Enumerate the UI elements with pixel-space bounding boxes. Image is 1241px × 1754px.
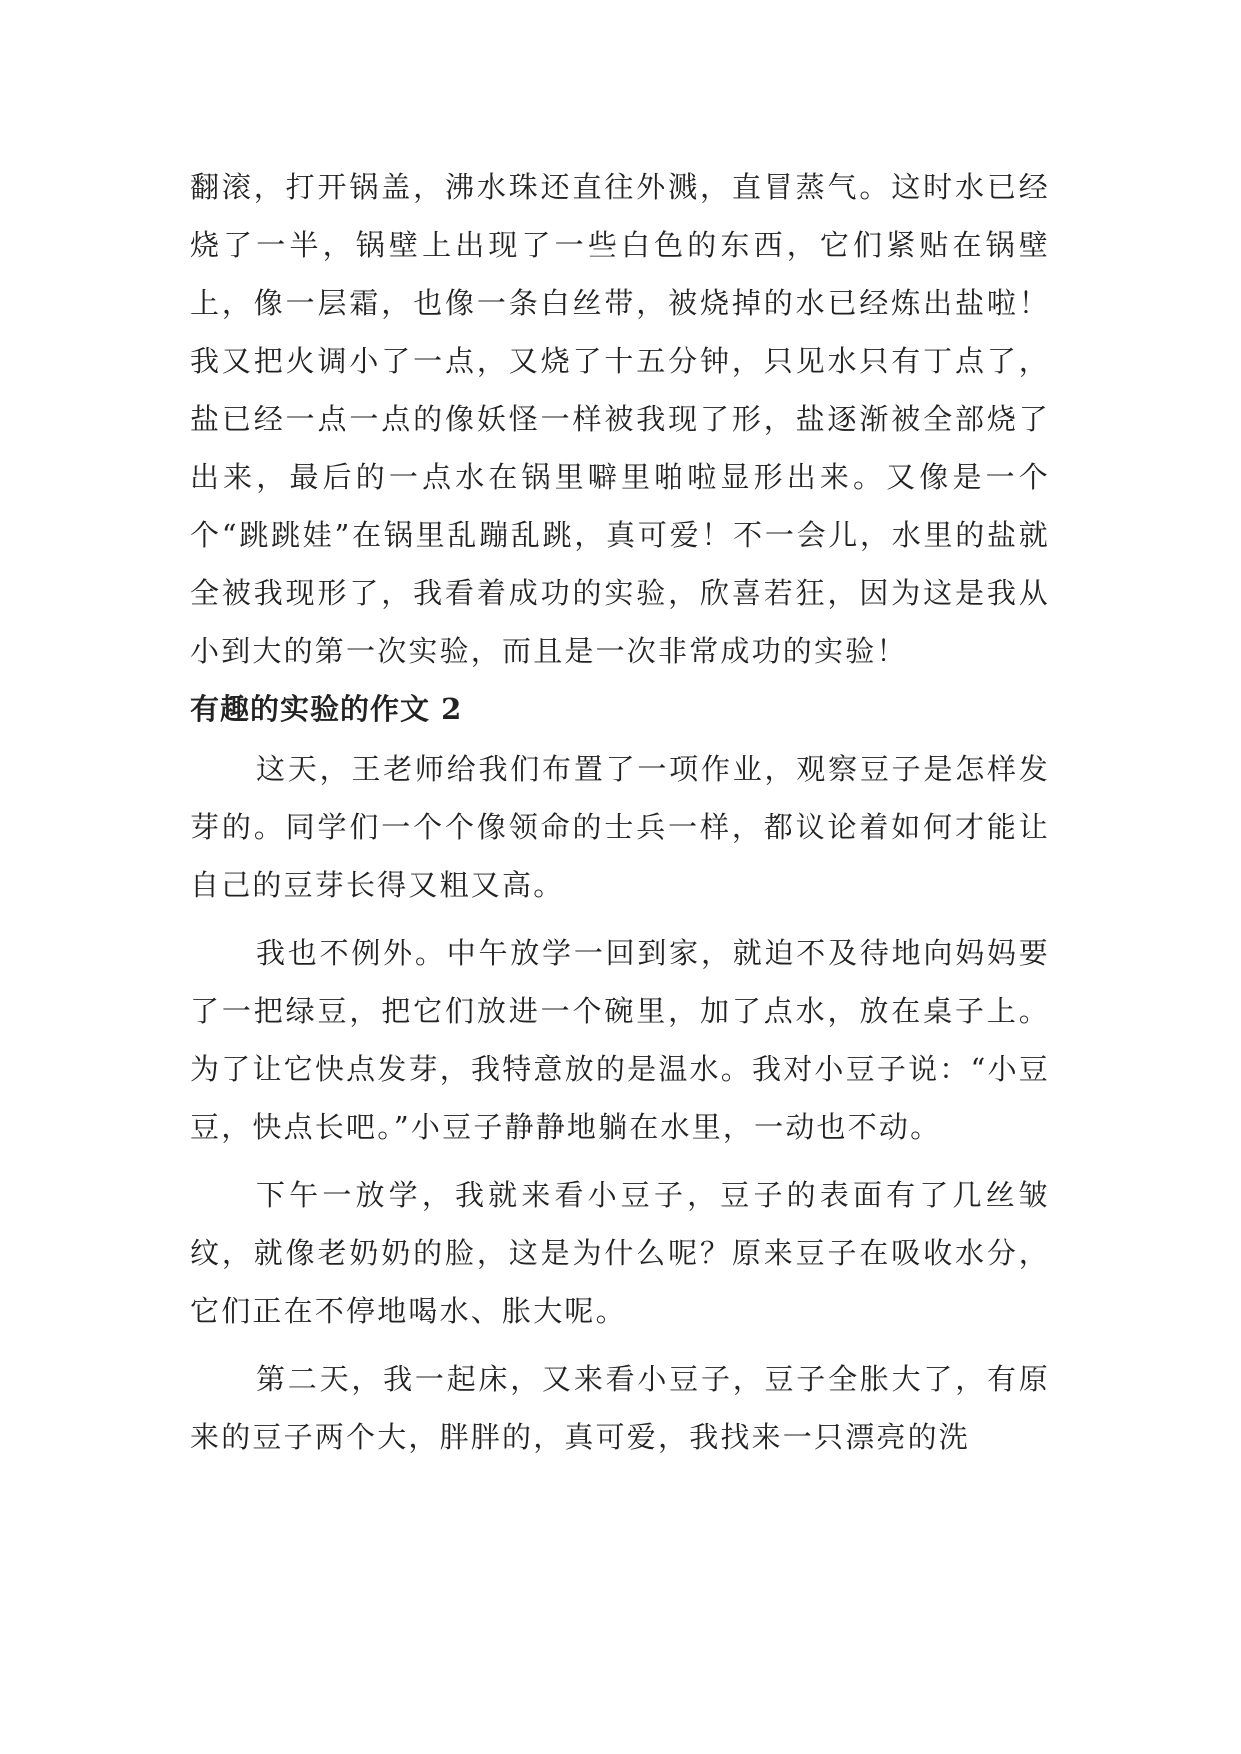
document-body	[190, 158, 1050, 1466]
paragraph-3: 下午一放学，我就来看小豆子，豆子的表面有了几丝皱纹，就像老奶奶的脸，这是为什么呢？原来豆子在吸收水分，它们正在不停地喝水、胀大呢。	[190, 1178, 1050, 1328]
paragraph-continuation: 翻滚，打开锅盖，沸水珠还直往外溅，直冒蒸气。这时水已经烧了一半，锅壁上出现了一些白色的东西，它们紧贴在锅壁上，像一层霜，也像一条白丝带，被烧掉的水已经炼出盐啦！我又把火调小了一点，又烧了十五分钟，只见水只有丁点了，盐已经一点一点的像妖怪一样被我现了形，盐逐渐被全部烧了出来，最后的一点水在锅里噼里啪啦显形出来。又像是一个个“跳跳娃”在锅里乱蹦乱跳，真可爱！不一会儿，水里的盐就全被我现形了，我看着成功的实验，欣喜若狂，因为这是我从小到大的第一次实验，而且是一次非常成功的实验！	[190, 170, 1050, 668]
section-heading: 有趣的实验的作文 2	[190, 692, 463, 726]
paragraph-2: 我也不例外。中午放学一回到家，就迫不及待地向妈妈要了一把绿豆，把它们放进一个碗里，加了点水，放在桌子上。为了让它快点发芽，我特意放的是温水。我对小豆子说：“小豆豆，快点长吧。”小豆子静静地躺在水里，一动也不动。	[190, 936, 1050, 1144]
paragraph-4: 第二天，我一起床，又来看小豆子，豆子全胀大了，有原来的豆子两个大，胖胖的，真可爱，我找来一只漂亮的洗	[190, 1362, 1050, 1454]
paragraph-1: 这天，王老师给我们布置了一项作业，观察豆子是怎样发芽的。同学们一个个像领命的士兵一样，都议论着如何才能让自己的豆芽长得又粗又高。	[190, 752, 1050, 902]
